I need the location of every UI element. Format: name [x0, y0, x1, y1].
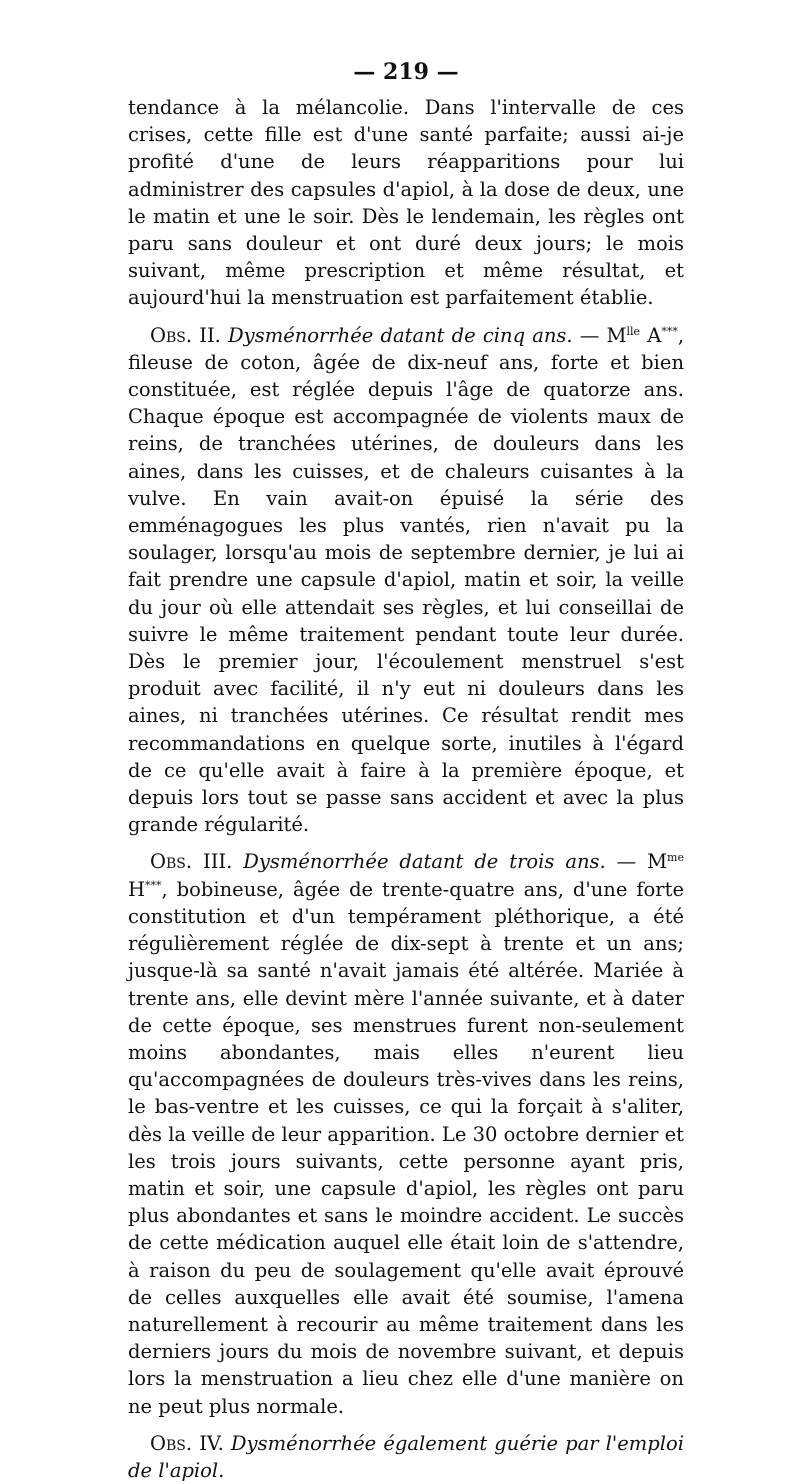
obs-3-person: M	[647, 850, 668, 874]
obs-3-initial-sup: ***	[145, 878, 162, 892]
obs-2-title: Dysménorrhée datant de cinq ans.	[228, 323, 573, 347]
obs-2-label: Obs. II.	[150, 323, 221, 347]
obs-3-dash: —	[605, 850, 648, 874]
obs-2-body: , fileuse de coton, âgée de dix-neuf ans, forte et bien constituée, est réglée depuis l'âge de quatorze ans. Chaque époque est accompagnée de violents maux de reins, de tranchées utérines, de douleurs dans les aines, dans les cuisses, et de chaleurs cuisantes à la vulve. En vain avait-on épuisé la série des emménagogues les plus vantés, rien n'avait pu la soulager, lorsqu'au mois de septembre dernier, je lui ai fait prendre une capsule d'apiol, matin et soir, la veille du jour où elle attendait ses règles, et lui conseillai de suivre le même traitement pendant toute leur durée. Dès le premier jour, l'écoulement menstruel s'est produit avec facilité, il n'y eut ni douleurs dans les aines, ni tranchées utérines. Ce résultat rendit mes recommandations en quelque sorte, inutiles à l'égard de ce qu'elle avait à faire à la première époque, et depuis lors tout se passe sans accident et avec la plus grande régularité.	[128, 323, 685, 837]
obs-2-initial-sup: ***	[661, 324, 678, 338]
obs-2-initial: A	[640, 323, 662, 347]
obs-2-person: M	[606, 323, 627, 347]
paragraph-obs-4	[128, 1430, 684, 1484]
obs-3-body: , bobineuse, âgée de trente-quatre ans, d'une forte constitution et d'un tempérament pléthorique, a été régulièrement réglée de dix-sept à trente et un ans; jusque-là sa santé n'avait jamais été altérée. Mariée à trente ans, elle devint mère l'année suivante, et à dater de cette époque, ses menstrues furent non-seulement moins abondantes, mais elles n'eurent lieu qu'accompagnées de douleurs très-vives dans les reins, le bas-ventre et les cuisses, ce qui la forçait à s'aliter, dès la veille de leur apparition. Le 30 octobre dernier et les trois jours suivants, cette personne ayant pris, matin et soir, une capsule d'apiol, les règles ont paru plus abondantes et sans le moindre accident. Le succès de cette médication auquel elle était loin de s'attendre, à raison du peu de soulagement qu'elle avait éprouvé de celles auxquelles elle avait été soumise, l'amena naturellement à recourir au même traitement dans les derniers jours du mois de novembre suivant, et depuis lors la menstruation a lieu chez elle d'une manière on ne peut plus normale.	[128, 877, 684, 1418]
obs-2-person-sup: lle	[626, 324, 641, 338]
obs-3-label: Obs. III.	[150, 850, 233, 874]
paragraph-obs-2	[128, 322, 684, 839]
obs-3-initial: H	[128, 877, 146, 901]
book-page	[128, 54, 684, 1484]
paragraph-obs-3	[128, 848, 684, 1419]
paragraph-intro: tendance à la mélancolie. Dans l'intervalle de ces crises, cette fille est d'une santé parfaite; aussi ai-je profité d'une de leurs réapparitions pour lui administrer des capsules d'apiol, à la dose de deux, une le matin et une le soir. Dès le lendemain, les règles ont paru sans douleur et ont duré deux jours; le mois suivant, même prescription et même résultat, et aujourd'hui la menstruation est parfaitement établie.	[128, 96, 684, 310]
obs-2-dash: —	[572, 323, 607, 347]
obs-3-title: Dysménorrhée datant de trois ans.	[243, 850, 606, 874]
obs-4-title: Dysménorrhée également guérie par l'emploi de l'apiol.	[128, 1431, 684, 1482]
page-number: — 219 —	[353, 59, 459, 85]
obs-3-person-sup: me	[667, 851, 684, 865]
obs-4-label: Obs. IV.	[150, 1431, 224, 1455]
